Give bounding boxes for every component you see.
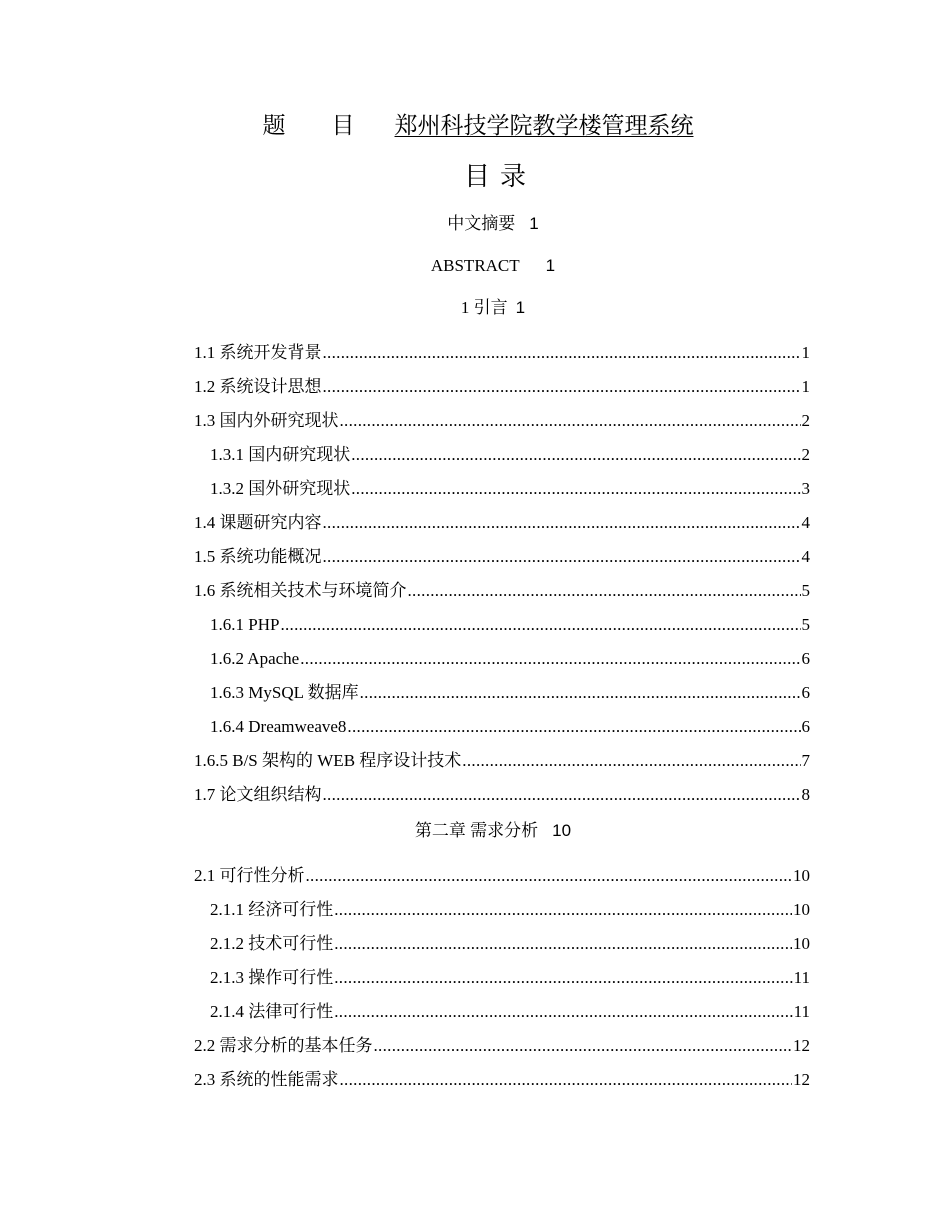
- dot-leader: [334, 1000, 792, 1024]
- toc-entry-page: 12: [793, 1036, 810, 1055]
- dot-leader: [323, 783, 801, 807]
- toc-entry-label: 2.1.4 法律可行性: [210, 1002, 334, 1021]
- toc-entry-abstract-en[interactable]: [0, 254, 950, 278]
- toc-entry-label: 第二章 需求分析: [414, 821, 539, 840]
- dot-leader: [323, 511, 801, 535]
- toc-entry-label: 1.1 系统开发背景: [194, 343, 322, 362]
- toc-entry[interactable]: [194, 744, 810, 778]
- toc-entry[interactable]: [194, 608, 810, 642]
- toc-entry-label: 1.6.5 B/S 架构的 WEB 程序设计技术: [194, 751, 462, 770]
- toc-entry-label: 2.3 系统的性能需求: [194, 1070, 339, 1089]
- dot-leader: [374, 1034, 793, 1058]
- dot-leader: [351, 443, 800, 467]
- toc-entry-page: 7: [801, 751, 810, 770]
- toc-entry-label: 中文摘要: [447, 214, 516, 233]
- toc-entry-label: 1.6.1 PHP: [210, 615, 280, 634]
- thesis-title-line: [0, 110, 950, 142]
- toc-entry-label: 2.1.1 经济可行性: [210, 900, 334, 919]
- toc-entry[interactable]: [194, 574, 810, 608]
- toc-entry-page: 5: [801, 581, 810, 600]
- toc-entry[interactable]: [194, 642, 810, 676]
- toc-entry[interactable]: [194, 472, 810, 506]
- toc-entry-page: 10: [552, 821, 572, 840]
- dot-leader: [462, 749, 800, 773]
- thesis-title: 郑州科技学院教学楼管理系统: [394, 113, 694, 138]
- toc-entry[interactable]: [194, 676, 810, 710]
- toc-entry-label: 1.3.2 国外研究现状: [210, 479, 351, 498]
- toc-entry-label: 2.1.2 技术可行性: [210, 934, 334, 953]
- toc-entry[interactable]: [194, 927, 810, 961]
- toc-entry-page: 10: [793, 866, 810, 885]
- toc-entry[interactable]: [194, 995, 810, 1029]
- toc-entry[interactable]: [194, 404, 810, 438]
- toc-entry-label: ABSTRACT: [430, 256, 520, 275]
- toc-entry-label: 1.6.3 MySQL 数据库: [210, 683, 359, 702]
- toc-entry-page: 12: [793, 1070, 810, 1089]
- toc-entry-page: 1: [545, 256, 556, 275]
- dot-leader: [334, 932, 792, 956]
- toc-entry[interactable]: [194, 710, 810, 744]
- toc-entry-page: 5: [801, 615, 810, 634]
- dot-leader: [323, 545, 801, 569]
- toc-entry-label: 1.2 系统设计思想: [194, 377, 322, 396]
- toc-entry-abstract-cn[interactable]: [0, 212, 950, 236]
- toc-entry[interactable]: [194, 893, 810, 927]
- toc-heading: 目录: [463, 162, 536, 192]
- dot-leader: [408, 579, 801, 603]
- toc-list-chapter-2: [194, 859, 810, 1097]
- toc-entry[interactable]: [194, 1029, 810, 1063]
- toc-entry-page: 2: [801, 411, 810, 430]
- toc-entry-page: 4: [801, 513, 810, 532]
- toc-entry-label: 1.6.4 Dreamweave8: [210, 717, 347, 736]
- toc-entry[interactable]: [194, 438, 810, 472]
- toc-entry[interactable]: [194, 961, 810, 995]
- toc-entry[interactable]: [194, 1063, 810, 1097]
- toc-entry-page: 11: [793, 968, 810, 987]
- toc-entry-page: 11: [793, 1002, 810, 1021]
- toc-entry-page: 6: [801, 649, 810, 668]
- dot-leader: [340, 1068, 793, 1092]
- toc-entry-page: 1: [801, 377, 810, 396]
- toc-entry-page: 4: [801, 547, 810, 566]
- toc-entry[interactable]: [194, 370, 810, 404]
- toc-entry-label: 1 引言: [460, 298, 508, 317]
- toc-entry-chapter-2[interactable]: [0, 819, 950, 843]
- title-label: 题目: [262, 113, 401, 138]
- dot-leader: [340, 409, 801, 433]
- dot-leader: [300, 647, 800, 671]
- toc-entry-label: 2.2 需求分析的基本任务: [194, 1036, 373, 1055]
- toc-entry-page: 6: [801, 683, 810, 702]
- toc-entry-label: 2.1.3 操作可行性: [210, 968, 334, 987]
- toc-entry-chapter-1[interactable]: [0, 296, 950, 320]
- dot-leader: [347, 715, 800, 739]
- dot-leader: [280, 613, 800, 637]
- toc-entry[interactable]: [194, 778, 810, 812]
- toc-entry[interactable]: [194, 336, 810, 370]
- toc-entry-label: 1.4 课题研究内容: [194, 513, 322, 532]
- toc-entry-page: 10: [793, 900, 810, 919]
- dot-leader: [323, 375, 801, 399]
- toc-entry-label: 1.6 系统相关技术与环境简介: [194, 581, 407, 600]
- toc-entry-label: 1.6.2 Apache: [210, 649, 300, 668]
- dot-leader: [334, 898, 792, 922]
- dot-leader: [334, 966, 792, 990]
- dot-leader: [351, 477, 800, 501]
- dot-leader: [306, 864, 793, 888]
- toc-entry-label: 1.3.1 国内研究现状: [210, 445, 351, 464]
- toc-entry-label: 1.5 系统功能概况: [194, 547, 322, 566]
- toc-entry-label: 1.7 论文组织结构: [194, 785, 322, 804]
- toc-entry-page: 2: [801, 445, 810, 464]
- toc-entry[interactable]: [194, 859, 810, 893]
- toc-entry-page: 1: [529, 214, 539, 233]
- toc-entry-page: 1: [801, 343, 810, 362]
- toc-entry[interactable]: [194, 540, 810, 574]
- toc-entry-page: 8: [801, 785, 810, 804]
- dot-leader: [323, 341, 801, 365]
- dot-leader: [360, 681, 801, 705]
- toc-entry-page: 1: [515, 298, 526, 317]
- toc-entry-page: 6: [801, 717, 810, 736]
- toc-entry-page: 10: [793, 934, 810, 953]
- toc-entry[interactable]: [194, 506, 810, 540]
- toc-entry-label: 1.3 国内外研究现状: [194, 411, 339, 430]
- toc-list-chapter-1: [194, 336, 810, 812]
- toc-entry-page: 3: [801, 479, 810, 498]
- toc-entry-label: 2.1 可行性分析: [194, 866, 305, 885]
